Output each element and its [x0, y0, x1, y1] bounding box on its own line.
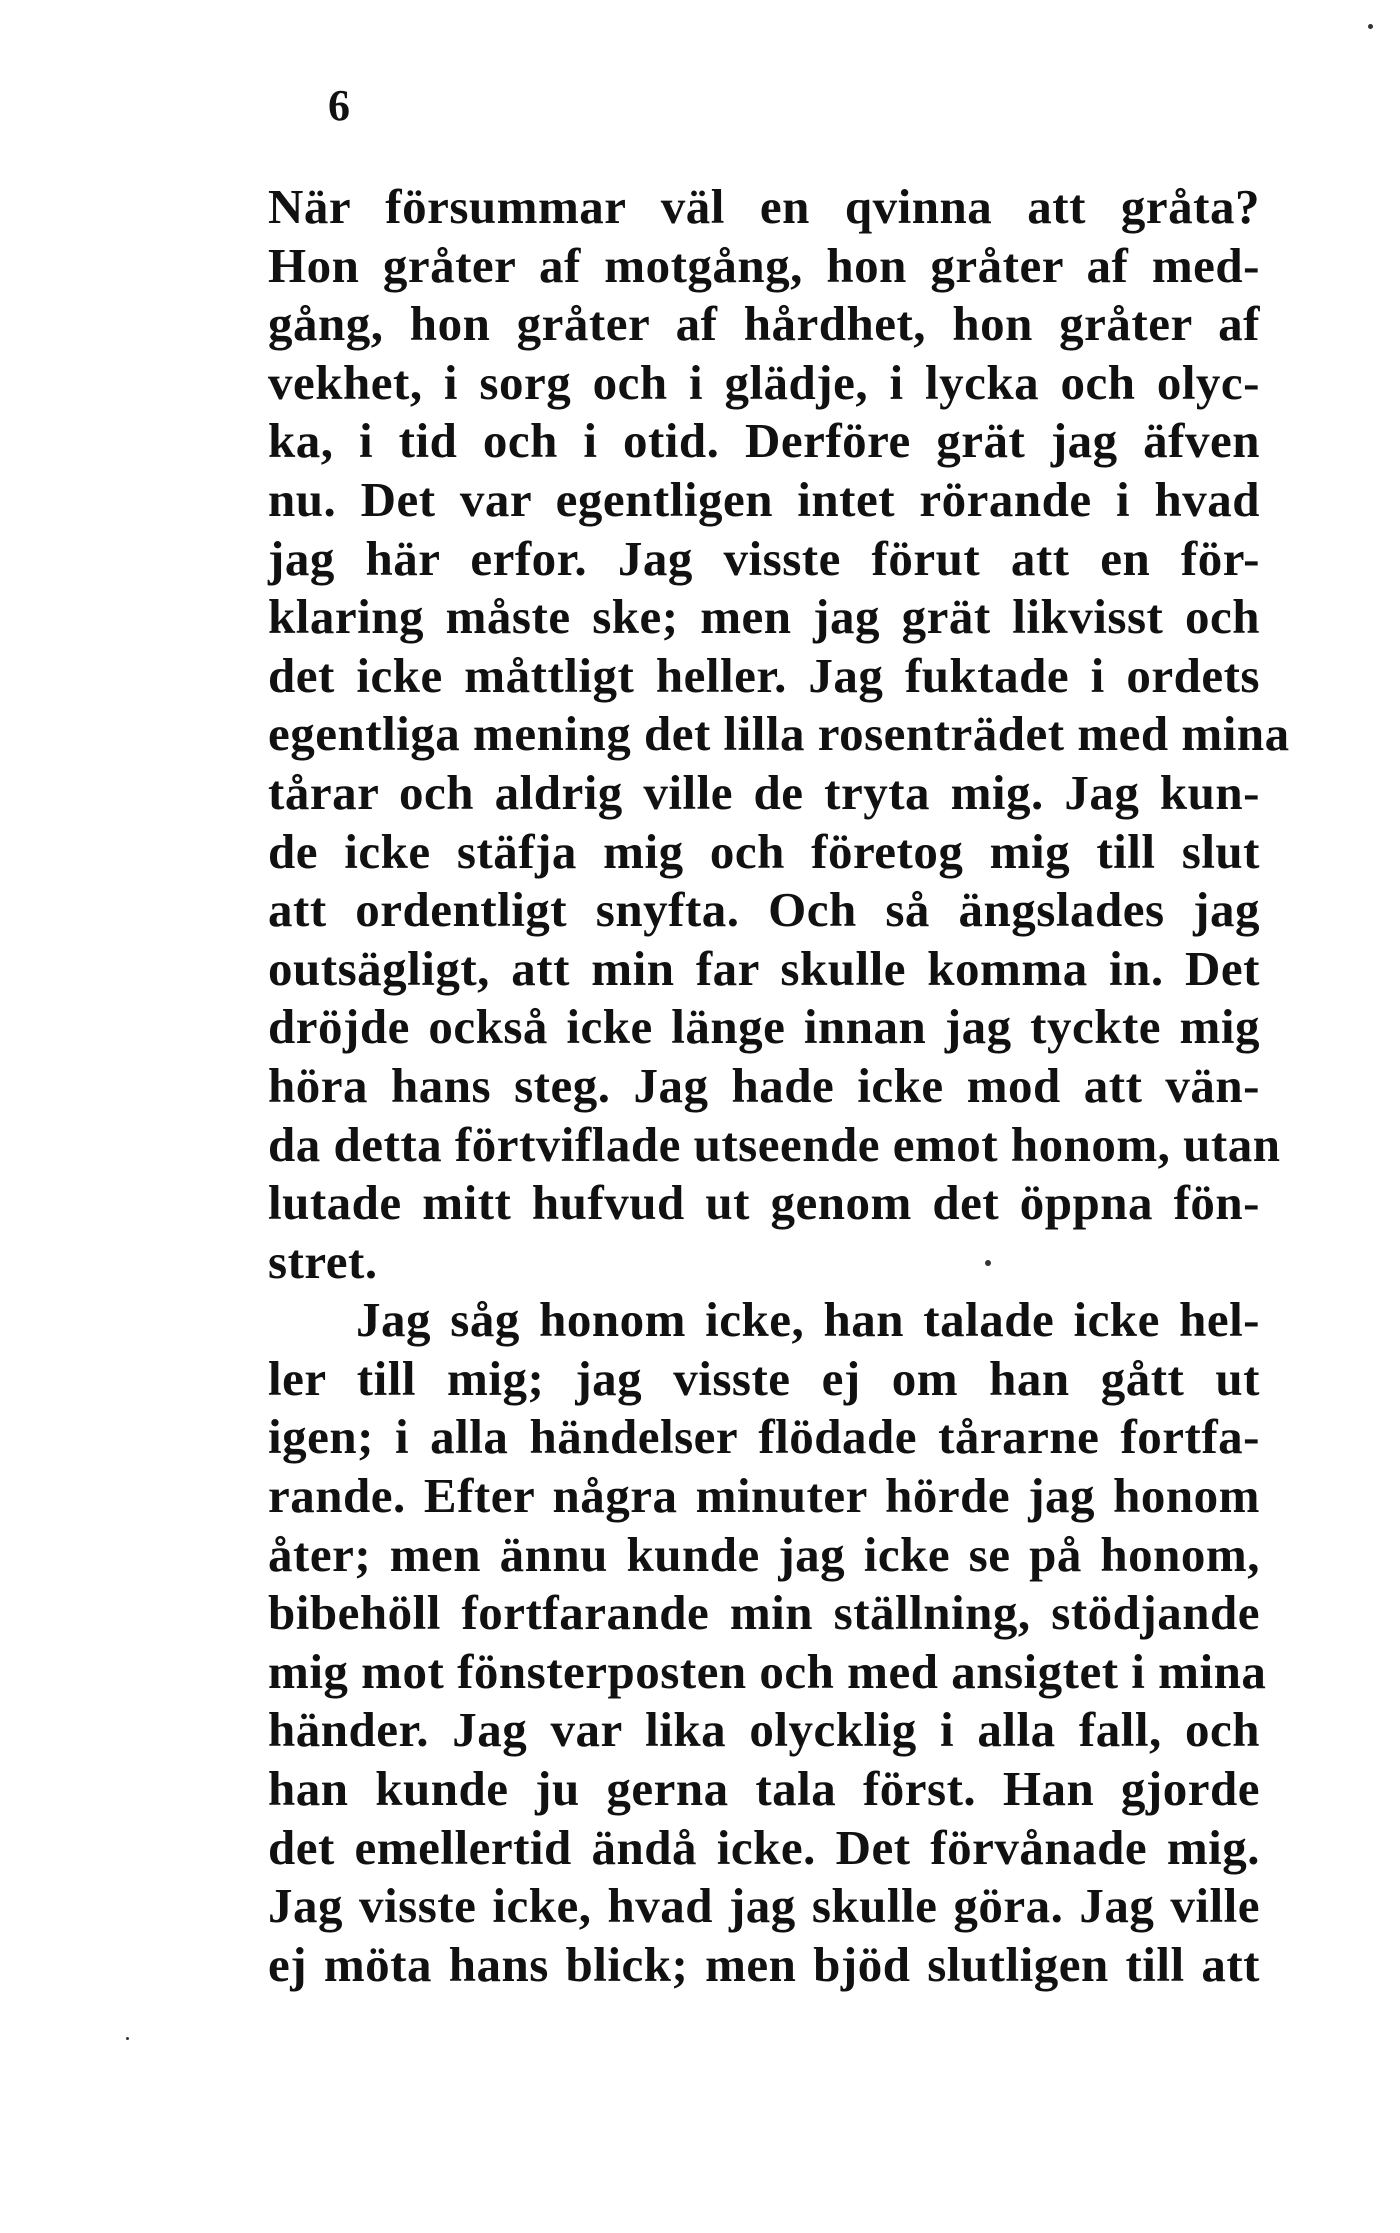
text-line-paragraph-end: stret. [268, 1233, 378, 1289]
text-line: att ordentligt snyfta. Och så ängslades jag [268, 882, 1260, 938]
text-line: egentliga mening det lilla rosenträdet med mina [268, 706, 1290, 762]
text-line: dröjde också icke länge innan jag tyckte mig [268, 999, 1260, 1055]
text-line: nu. Det var egentligen intet rörande i hvad [268, 471, 1260, 527]
text-line: händer. Jag var lika olycklig i alla fall, och [268, 1702, 1260, 1758]
text-line: lutade mitt hufvud ut genom det öppna fön- [268, 1175, 1260, 1231]
text-line: vekhet, i sorg och i glädje, i lycka och olyc- [268, 354, 1260, 410]
text-line: de icke stäfja mig och företog mig till slut [268, 823, 1260, 879]
text-line-paragraph-start: Jag såg honom icke, han talade icke hel- [356, 1292, 1260, 1348]
text-line: jag här erfor. Jag visste förut att en för- [268, 530, 1260, 586]
text-line: ler till mig; jag visste ej om han gått ut [268, 1350, 1260, 1406]
text-line: det emellertid ändå icke. Det förvånade mig. [268, 1819, 1260, 1875]
text-line: åter; men ännu kunde jag icke se på honom, [268, 1526, 1260, 1582]
page-number: 6 [328, 81, 351, 130]
text-line: gång, hon gråter af hårdhet, hon gråter af [268, 296, 1260, 352]
text-line: rande. Efter några minuter hörde jag honom [268, 1468, 1260, 1524]
text-line: klaring måste ske; men jag grät likvisst och [268, 589, 1260, 645]
text-line: outsägligt, att min far skulle komma in. Det [268, 940, 1260, 996]
text-line: höra hans steg. Jag hade icke mod att vän- [268, 1057, 1260, 1113]
text-line: igen; i alla händelser flödade tårarne fortfa- [268, 1409, 1260, 1465]
text-line: mig mot fönsterposten och med ansigtet i mina [268, 1643, 1267, 1699]
text-line: ka, i tid och i otid. Derföre grät jag äfven [268, 413, 1260, 469]
text-line: När försummar väl en qvinna att gråta? [268, 179, 1260, 234]
paper-speck [126, 2037, 129, 2040]
text-line: han kunde ju gerna tala först. Han gjorde [268, 1761, 1260, 1817]
text-line: bibehöll fortfarande min ställning, stödjande [268, 1585, 1260, 1641]
paper-speck [1368, 24, 1373, 29]
text-line: tårar och aldrig ville de tryta mig. Jag kun- [268, 764, 1260, 820]
body-text [268, 178, 1290, 1994]
text-line: da detta förtviflade utseende emot honom, utan [268, 1116, 1281, 1172]
paper-speck [985, 1260, 991, 1266]
text-line: Jag visste icke, hvad jag skulle göra. Jag ville [268, 1878, 1260, 1934]
text-line: Hon gråter af motgång, hon gråter af med- [268, 237, 1260, 293]
text-line: ej möta hans blick; men bjöd slutligen till att [268, 1936, 1260, 1992]
text-line: det icke måttligt heller. Jag fuktade i ordets [268, 647, 1260, 703]
